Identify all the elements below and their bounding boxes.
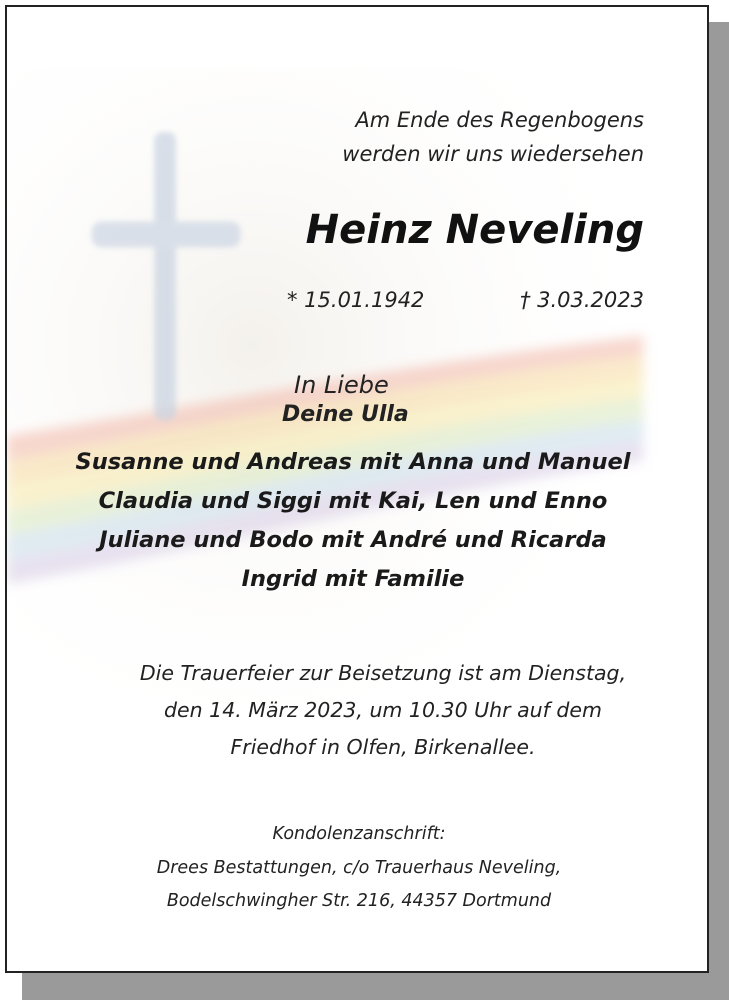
mourners-intro: In Liebe (294, 371, 389, 399)
condolence-address-line: Drees Bestattungen, c/o Trauerhaus Neveling, (156, 858, 562, 878)
birth-date: * 15.01.1942 (287, 288, 425, 312)
family-line: Susanne und Andreas mit Anna und Manuel (75, 449, 631, 475)
family-line: Juliane und Bodo mit André und Ricarda (99, 527, 607, 553)
family-line: Claudia und Siggi mit Kai, Len und Enno (98, 488, 608, 514)
condolence-heading: Kondolenzanschrift: (272, 824, 446, 844)
obituary-card (5, 5, 709, 973)
funeral-notice-line: Friedhof in Olfen, Birkenallee. (230, 735, 536, 759)
family-line: Ingrid mit Familie (241, 566, 465, 592)
funeral-notice-line: den 14. März 2023, um 10.30 Uhr auf dem (164, 698, 602, 722)
motto-line: Am Ende des Regenbogens (355, 108, 644, 132)
funeral-notice-line: Die Trauerfeier zur Beisetzung ist am Dienstag, (139, 661, 627, 685)
motto-line: werden wir uns wiedersehen (342, 142, 644, 166)
motto-quote (342, 103, 644, 171)
death-date: † 3.03.2023 (519, 288, 644, 312)
deceased-name: Heinz Neveling (305, 207, 644, 253)
condolence-address-line: Bodelschwingher Str. 216, 44357 Dortmund (166, 891, 552, 911)
mourners-spouse: Deine Ulla (282, 402, 409, 427)
